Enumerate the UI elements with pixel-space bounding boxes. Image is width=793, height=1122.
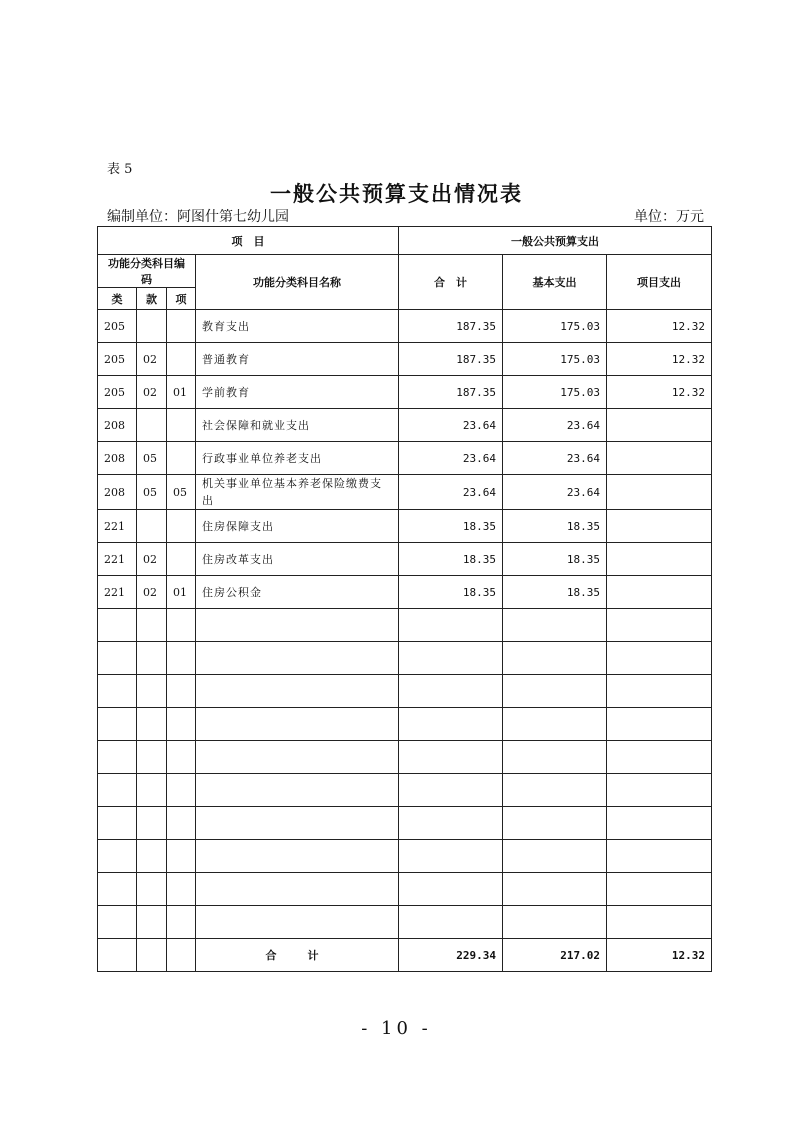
row-section-code (137, 510, 167, 543)
total-project: 12.32 (607, 939, 712, 972)
header-item: 项 目 (98, 227, 399, 255)
row-item-code: 01 (167, 576, 196, 609)
row-section-code (137, 642, 167, 675)
row-basic: 23.64 (503, 475, 607, 510)
total-cell-class (98, 939, 137, 972)
row-basic: 18.35 (503, 543, 607, 576)
row-item-code (167, 409, 196, 442)
row-basic (503, 708, 607, 741)
row-project (607, 543, 712, 576)
row-class-code (98, 840, 137, 873)
row-total: 187.35 (399, 343, 503, 376)
total-cell-section (137, 939, 167, 972)
row-class-code: 208 (98, 475, 137, 510)
row-name: 住房保障支出 (196, 510, 399, 543)
header-item-code: 项 (167, 288, 196, 310)
page-number: - 10 - (361, 1018, 432, 1039)
row-total (399, 840, 503, 873)
row-project (607, 442, 712, 475)
row-project (607, 708, 712, 741)
row-name (196, 708, 399, 741)
row-project (607, 807, 712, 840)
row-name (196, 609, 399, 642)
row-total (399, 708, 503, 741)
row-name (196, 741, 399, 774)
row-name (196, 906, 399, 939)
row-class-code: 208 (98, 442, 137, 475)
row-item-code (167, 442, 196, 475)
row-name (196, 873, 399, 906)
row-project (607, 609, 712, 642)
row-class-code (98, 774, 137, 807)
table-row (98, 510, 712, 543)
row-name (196, 642, 399, 675)
row-item-code (167, 873, 196, 906)
row-class-code: 221 (98, 543, 137, 576)
table-row (98, 576, 712, 609)
row-class-code (98, 609, 137, 642)
table-label: 表 5 (107, 162, 133, 177)
row-item-code (167, 510, 196, 543)
row-section-code (137, 774, 167, 807)
row-item-code (167, 310, 196, 343)
row-class-code (98, 741, 137, 774)
row-section-code (137, 807, 167, 840)
row-name (196, 807, 399, 840)
table-row (98, 376, 712, 409)
total-amount: 229.34 (399, 939, 503, 972)
row-name: 社会保障和就业支出 (196, 409, 399, 442)
table-row (98, 442, 712, 475)
row-name: 行政事业单位养老支出 (196, 442, 399, 475)
row-section-code (137, 906, 167, 939)
row-name: 住房公积金 (196, 576, 399, 609)
row-basic: 175.03 (503, 310, 607, 343)
table-row (98, 741, 712, 774)
row-name: 教育支出 (196, 310, 399, 343)
table-row (98, 642, 712, 675)
row-section-code (137, 609, 167, 642)
row-section-code: 02 (137, 376, 167, 409)
row-item-code (167, 774, 196, 807)
header-project: 项目支出 (607, 255, 712, 310)
row-item-code (167, 543, 196, 576)
row-total (399, 609, 503, 642)
row-basic: 23.64 (503, 442, 607, 475)
document-title: 一般公共预算支出情况表 (270, 181, 523, 206)
row-basic (503, 741, 607, 774)
row-section-code: 05 (137, 442, 167, 475)
table-row (98, 409, 712, 442)
row-section-code (137, 741, 167, 774)
header-class: 类 (98, 288, 137, 310)
row-basic (503, 642, 607, 675)
row-total: 187.35 (399, 376, 503, 409)
table-row (98, 873, 712, 906)
row-section-code (137, 310, 167, 343)
row-basic: 23.64 (503, 409, 607, 442)
row-project (607, 475, 712, 510)
row-class-code (98, 906, 137, 939)
table-row (98, 343, 712, 376)
table-row (98, 906, 712, 939)
budget-expense-table (97, 226, 712, 972)
row-class-code (98, 873, 137, 906)
row-project (607, 873, 712, 906)
table-row (98, 708, 712, 741)
table-row (98, 543, 712, 576)
row-total (399, 906, 503, 939)
table-row (98, 807, 712, 840)
row-total: 23.64 (399, 409, 503, 442)
row-project (607, 510, 712, 543)
row-basic: 175.03 (503, 343, 607, 376)
row-item-code (167, 741, 196, 774)
header-budget-expense: 一般公共预算支出 (399, 227, 712, 255)
row-name: 学前教育 (196, 376, 399, 409)
table-row (98, 475, 712, 510)
row-section-code (137, 840, 167, 873)
row-class-code (98, 675, 137, 708)
row-project (607, 675, 712, 708)
row-name (196, 840, 399, 873)
row-section-code (137, 873, 167, 906)
row-item-code: 01 (167, 376, 196, 409)
row-basic: 18.35 (503, 576, 607, 609)
row-project: 12.32 (607, 343, 712, 376)
row-name (196, 774, 399, 807)
row-project (607, 642, 712, 675)
header-total: 合 计 (399, 255, 503, 310)
row-basic (503, 675, 607, 708)
row-total: 23.64 (399, 475, 503, 510)
row-item-code (167, 609, 196, 642)
row-section-code (137, 675, 167, 708)
row-item-code: 05 (167, 475, 196, 510)
row-name: 机关事业单位基本养老保险缴费支出 (196, 475, 399, 510)
row-project (607, 774, 712, 807)
table-row (98, 675, 712, 708)
row-item-code (167, 642, 196, 675)
row-project (607, 840, 712, 873)
row-project (607, 409, 712, 442)
row-project (607, 576, 712, 609)
row-class-code (98, 807, 137, 840)
row-section-code: 02 (137, 543, 167, 576)
total-row (98, 939, 712, 972)
row-basic: 175.03 (503, 376, 607, 409)
row-section-code: 05 (137, 475, 167, 510)
row-project (607, 741, 712, 774)
header-code-group: 功能分类科目编码 (98, 255, 196, 288)
row-item-code (167, 708, 196, 741)
table-body (98, 310, 712, 939)
row-total (399, 741, 503, 774)
row-total: 23.64 (399, 442, 503, 475)
organization-label: 编制单位：阿图什第七幼儿园 (107, 209, 289, 225)
table-row (98, 310, 712, 343)
row-section-code: 02 (137, 576, 167, 609)
row-total (399, 642, 503, 675)
row-total: 18.35 (399, 510, 503, 543)
header-name: 功能分类科目名称 (196, 255, 399, 310)
row-basic (503, 873, 607, 906)
row-total: 18.35 (399, 543, 503, 576)
row-basic (503, 906, 607, 939)
table-row (98, 609, 712, 642)
header-basic: 基本支出 (503, 255, 607, 310)
total-label: 合 计 (196, 939, 399, 972)
row-basic (503, 807, 607, 840)
row-basic (503, 774, 607, 807)
row-basic (503, 840, 607, 873)
row-total: 18.35 (399, 576, 503, 609)
row-total (399, 807, 503, 840)
table-row (98, 774, 712, 807)
row-class-code: 205 (98, 310, 137, 343)
total-cell-item (167, 939, 196, 972)
unit-info-line (107, 206, 704, 226)
row-class-code: 205 (98, 376, 137, 409)
row-section-code (137, 708, 167, 741)
row-class-code: 221 (98, 510, 137, 543)
total-basic: 217.02 (503, 939, 607, 972)
row-section-code (137, 409, 167, 442)
unit-label: 单位：万元 (634, 209, 704, 225)
row-total (399, 675, 503, 708)
table-row (98, 840, 712, 873)
row-total: 187.35 (399, 310, 503, 343)
row-class-code: 208 (98, 409, 137, 442)
row-item-code (167, 840, 196, 873)
row-project: 12.32 (607, 376, 712, 409)
row-basic (503, 609, 607, 642)
row-item-code (167, 807, 196, 840)
row-section-code: 02 (137, 343, 167, 376)
row-class-code (98, 642, 137, 675)
row-item-code (167, 906, 196, 939)
row-project (607, 906, 712, 939)
row-project: 12.32 (607, 310, 712, 343)
row-name (196, 675, 399, 708)
row-class-code (98, 708, 137, 741)
row-name: 住房改革支出 (196, 543, 399, 576)
row-item-code (167, 675, 196, 708)
row-class-code: 221 (98, 576, 137, 609)
row-class-code: 205 (98, 343, 137, 376)
row-total (399, 873, 503, 906)
row-item-code (167, 343, 196, 376)
header-section: 款 (137, 288, 167, 310)
row-name: 普通教育 (196, 343, 399, 376)
row-total (399, 774, 503, 807)
row-basic: 18.35 (503, 510, 607, 543)
